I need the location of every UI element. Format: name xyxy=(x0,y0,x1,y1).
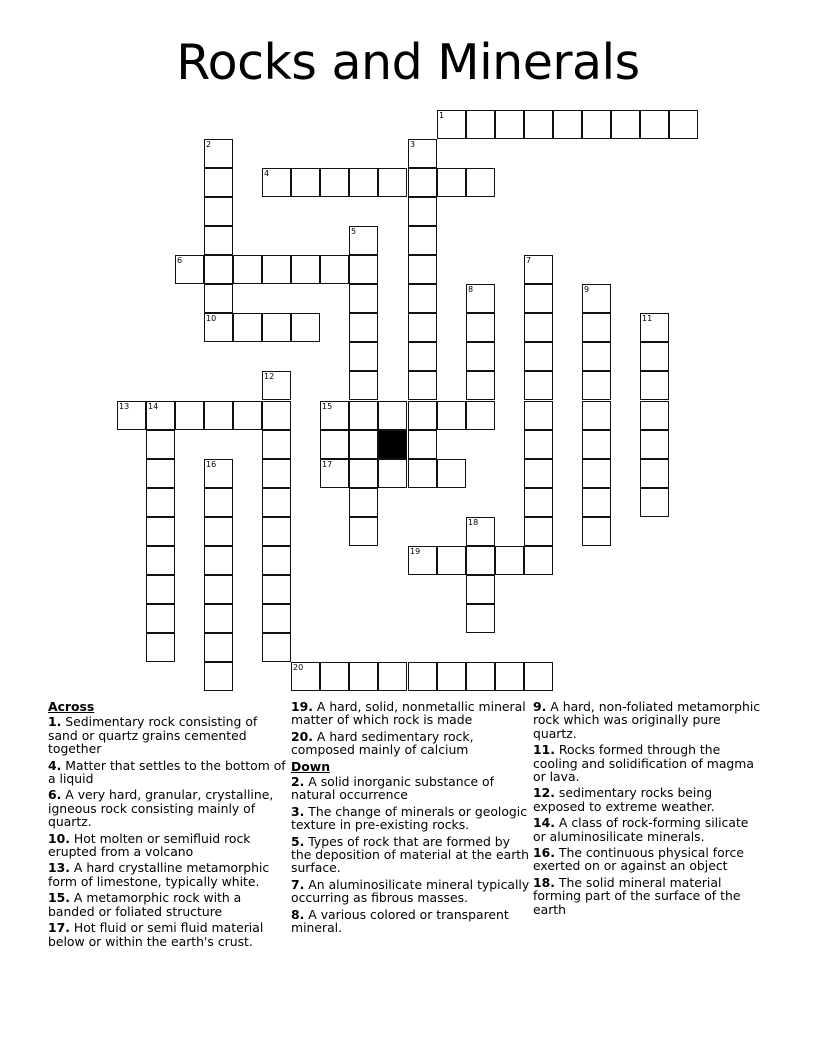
crossword-cell[interactable] xyxy=(291,662,320,691)
crossword-cell[interactable] xyxy=(204,284,233,313)
crossword-cell[interactable] xyxy=(233,313,262,342)
clue-across-19: 19. A hard, solid, nonmetallic mineral matter of which rock is made xyxy=(291,699,526,728)
crossword-cell[interactable] xyxy=(262,168,291,197)
crossword-cell[interactable] xyxy=(262,546,291,575)
clue-number: 17 xyxy=(322,460,333,469)
crossword-cell[interactable] xyxy=(524,401,553,430)
crossword-cell[interactable] xyxy=(640,313,669,342)
crossword-cell[interactable] xyxy=(437,168,466,197)
crossword-cell[interactable] xyxy=(437,110,466,139)
clue-number: 20 xyxy=(293,663,304,672)
clue-down-9: 9. A hard, non-foliated metamorphic rock which was originally pure quartz. xyxy=(533,699,761,741)
crossword-cell[interactable] xyxy=(582,430,611,459)
clue-number: 3 xyxy=(410,140,416,149)
crossword-cell[interactable] xyxy=(408,430,437,459)
crossword-cell[interactable] xyxy=(204,459,233,488)
crossword-cell[interactable] xyxy=(553,110,582,139)
crossword-cell[interactable] xyxy=(291,255,320,284)
crossword-cell[interactable] xyxy=(466,604,495,633)
crossword-cell[interactable] xyxy=(262,371,291,400)
crossword-cell[interactable] xyxy=(495,662,524,691)
crossword-cell[interactable] xyxy=(582,371,611,400)
crossword-cell[interactable] xyxy=(349,168,378,197)
crossword-cell[interactable] xyxy=(146,575,175,604)
crossword-cell[interactable] xyxy=(669,110,698,139)
crossword-cell[interactable] xyxy=(320,168,349,197)
crossword-cell[interactable] xyxy=(408,255,437,284)
crossword-cell[interactable] xyxy=(640,430,669,459)
crossword-cell[interactable] xyxy=(640,342,669,371)
crossword-cell[interactable] xyxy=(349,342,378,371)
clue-across-17: 17. Hot fluid or semi fluid material below or within the earth's crust. xyxy=(48,920,264,949)
crossword-cell[interactable] xyxy=(524,488,553,517)
crossword-cell[interactable] xyxy=(146,604,175,633)
crossword-cell[interactable] xyxy=(204,255,233,284)
crossword-cell[interactable] xyxy=(262,255,291,284)
crossword-cell[interactable] xyxy=(146,401,175,430)
crossword-cell[interactable] xyxy=(262,575,291,604)
clues-column-3 xyxy=(533,700,765,919)
crossword-cell[interactable] xyxy=(378,168,407,197)
clue-number: 18 xyxy=(468,518,479,527)
clue-number: 2 xyxy=(206,140,212,149)
crossword-cell[interactable] xyxy=(582,110,611,139)
crossword-cell[interactable] xyxy=(204,197,233,226)
crossword-cell[interactable] xyxy=(204,313,233,342)
crossword-cell[interactable] xyxy=(262,313,291,342)
crossword-cell[interactable] xyxy=(349,226,378,255)
crossword-cell[interactable] xyxy=(466,284,495,313)
clue-down-8: 8. A various colored or transparent mineral. xyxy=(291,906,509,936)
clue-down-5: 5. Types of rock that are formed by the deposition of material at the earth surface. xyxy=(291,833,529,876)
crossword-cell[interactable] xyxy=(437,662,466,691)
crossword-cell[interactable] xyxy=(204,575,233,604)
crossword-cell[interactable] xyxy=(204,546,233,575)
clue-number: 12 xyxy=(264,372,275,381)
crossword-cell[interactable] xyxy=(640,371,669,400)
clue-down-3: 3. The change of minerals or geologic texture in pre-existing rocks. xyxy=(291,803,528,833)
crossword-cell[interactable] xyxy=(262,459,291,488)
crossword-cell[interactable] xyxy=(349,313,378,342)
crossword-cell[interactable] xyxy=(640,401,669,430)
clue-down-14: 14. A class of rock-forming silicate or aluminosilicate minerals. xyxy=(533,815,749,844)
clue-number: 16 xyxy=(206,460,217,469)
clue-down-11: 11. Rocks formed through the cooling and solidification of magma or lava. xyxy=(533,742,754,785)
crossword-cell[interactable] xyxy=(524,110,553,139)
crossword-cell[interactable] xyxy=(524,284,553,313)
crossword-cell[interactable] xyxy=(175,255,204,284)
crossword-cell[interactable] xyxy=(262,430,291,459)
crossword-cell[interactable] xyxy=(204,604,233,633)
crossword-cell[interactable] xyxy=(378,662,407,691)
crossword-cell[interactable] xyxy=(582,488,611,517)
crossword-cell[interactable] xyxy=(233,401,262,430)
crossword-cell[interactable] xyxy=(204,633,233,662)
crossword-cell[interactable] xyxy=(495,110,524,139)
crossword-cell[interactable] xyxy=(466,168,495,197)
crossword-cell[interactable] xyxy=(437,546,466,575)
clue-number: 4 xyxy=(264,169,270,178)
crossword-cell[interactable] xyxy=(262,488,291,517)
crossword-cell[interactable] xyxy=(408,197,437,226)
clue-number: 19 xyxy=(410,547,421,556)
clue-number: 1 xyxy=(439,111,445,120)
crossword-cell[interactable] xyxy=(320,401,349,430)
crossword-cell[interactable] xyxy=(466,342,495,371)
crossword-cell[interactable] xyxy=(466,313,495,342)
clue-down-7: 7. An aluminosilicate mineral typically occurring as fibrous masses. xyxy=(291,876,530,906)
crossword-cell[interactable] xyxy=(408,546,437,575)
clue-across-4: 4. Matter that settles to the bottom of a liquid xyxy=(48,757,286,787)
crossword-cell[interactable] xyxy=(466,546,495,575)
clue-number: 9 xyxy=(584,285,590,294)
crossword-cell[interactable] xyxy=(408,139,437,168)
crossword-cell[interactable] xyxy=(175,401,204,430)
black-cell xyxy=(378,430,407,459)
crossword-cell[interactable] xyxy=(640,459,669,488)
crossword-cell[interactable] xyxy=(524,662,553,691)
crossword-cell[interactable] xyxy=(524,313,553,342)
crossword-cell[interactable] xyxy=(146,633,175,662)
crossword-cell[interactable] xyxy=(204,226,233,255)
crossword-cell[interactable] xyxy=(582,401,611,430)
crossword-cell[interactable] xyxy=(146,546,175,575)
crossword-cell[interactable] xyxy=(408,168,437,197)
crossword-cell[interactable] xyxy=(146,517,175,546)
clue-number: 8 xyxy=(468,285,474,294)
crossword-cell[interactable] xyxy=(466,371,495,400)
crossword-cell[interactable] xyxy=(262,604,291,633)
crossword-cell[interactable] xyxy=(408,401,437,430)
crossword-cell[interactable] xyxy=(437,401,466,430)
crossword-cell[interactable] xyxy=(378,459,407,488)
crossword-cell[interactable] xyxy=(262,517,291,546)
crossword-cell[interactable] xyxy=(466,662,495,691)
crossword-cell[interactable] xyxy=(582,459,611,488)
crossword-cell[interactable] xyxy=(408,313,437,342)
clue-number: 15 xyxy=(322,402,333,411)
crossword-cell[interactable] xyxy=(204,401,233,430)
crossword-cell[interactable] xyxy=(408,342,437,371)
clue-number: 14 xyxy=(148,402,159,411)
page-title: Rocks and Minerals xyxy=(176,34,640,91)
crossword-cell[interactable] xyxy=(117,401,146,430)
crossword-cell[interactable] xyxy=(524,430,553,459)
crossword-cell[interactable] xyxy=(349,401,378,430)
crossword-cell[interactable] xyxy=(320,662,349,691)
crossword-cell[interactable] xyxy=(408,662,437,691)
clue-across-13: 13. A hard crystalline metamorphic form of limestone, typically white. xyxy=(48,860,270,889)
clue-number: 11 xyxy=(642,314,653,323)
crossword-cell[interactable] xyxy=(233,255,262,284)
crossword-cell[interactable] xyxy=(524,459,553,488)
crossword-cell[interactable] xyxy=(466,517,495,546)
clue-down-16: 16. The continuous physical force exerted on or against an object xyxy=(533,845,744,874)
crossword-cell[interactable] xyxy=(640,110,669,139)
crossword-cell[interactable] xyxy=(291,313,320,342)
crossword-cell[interactable] xyxy=(204,139,233,168)
crossword-cell[interactable] xyxy=(349,284,378,313)
clue-across-6: 6. A very hard, granular, crystalline, igneous rock consisting mainly of quartz. xyxy=(48,787,274,830)
crossword-cell[interactable] xyxy=(408,226,437,255)
crossword-cell[interactable] xyxy=(466,575,495,604)
crossword-cell[interactable] xyxy=(437,459,466,488)
clue-number: 10 xyxy=(206,314,217,323)
crossword-cell[interactable] xyxy=(408,284,437,313)
crossword-cell[interactable] xyxy=(466,401,495,430)
crossword-cell[interactable] xyxy=(408,371,437,400)
crossword-cell[interactable] xyxy=(320,255,349,284)
crossword-cell[interactable] xyxy=(349,430,378,459)
clue-across-15: 15. A metamorphic rock with a banded or foliated structure xyxy=(48,890,242,919)
crossword-cell[interactable] xyxy=(204,662,233,691)
crossword-cell[interactable] xyxy=(524,255,553,284)
crossword-cell[interactable] xyxy=(146,488,175,517)
crossword-cell[interactable] xyxy=(524,342,553,371)
crossword-cell[interactable] xyxy=(146,459,175,488)
clue-down-2: 2. A solid inorganic substance of natural occurrence xyxy=(291,774,494,803)
crossword-cell[interactable] xyxy=(408,459,437,488)
crossword-cell[interactable] xyxy=(524,517,553,546)
crossword-cell[interactable] xyxy=(582,517,611,546)
across-heading: Across xyxy=(48,699,95,714)
crossword-cell[interactable] xyxy=(204,168,233,197)
crossword-cell[interactable] xyxy=(262,401,291,430)
clues-column-1 xyxy=(48,700,288,951)
crossword-cell[interactable] xyxy=(349,662,378,691)
clue-number: 5 xyxy=(351,227,357,236)
down-heading: Down xyxy=(291,758,331,774)
crossword-cell[interactable] xyxy=(495,546,524,575)
crossword-cell[interactable] xyxy=(582,342,611,371)
crossword-cell[interactable] xyxy=(349,371,378,400)
clue-down-12: 12. sedimentary rocks being exposed to extreme weather. xyxy=(533,785,715,814)
crossword-cell[interactable] xyxy=(204,517,233,546)
crossword-cell[interactable] xyxy=(582,284,611,313)
crossword-cell[interactable] xyxy=(378,401,407,430)
crossword-cell[interactable] xyxy=(582,313,611,342)
clue-down-18: 18. The solid mineral material forming part of the surface of the earth xyxy=(533,874,741,917)
crossword-cell[interactable] xyxy=(291,168,320,197)
crossword-cell[interactable] xyxy=(146,430,175,459)
clue-number: 6 xyxy=(177,256,183,265)
crossword-cell[interactable] xyxy=(524,371,553,400)
crossword-cell[interactable] xyxy=(524,546,553,575)
crossword-cell[interactable] xyxy=(320,430,349,459)
crossword-cell[interactable] xyxy=(349,517,378,546)
crossword-cell[interactable] xyxy=(611,110,640,139)
crossword-cell[interactable] xyxy=(349,488,378,517)
crossword-cell[interactable] xyxy=(262,633,291,662)
clues-column-2 xyxy=(291,700,531,938)
crossword-cell[interactable] xyxy=(204,488,233,517)
clue-across-10: 10. Hot molten or semifluid rock erupted from a volcano xyxy=(48,830,251,860)
clue-across-20: 20. A hard sedimentary rock, composed mainly of calcium xyxy=(291,728,474,758)
clue-number: 13 xyxy=(119,402,130,411)
crossword-cell[interactable] xyxy=(640,488,669,517)
crossword-cell[interactable] xyxy=(349,255,378,284)
clue-number: 7 xyxy=(526,256,532,265)
clue-across-1: 1. Sedimentary rock consisting of sand or quartz grains cemented together xyxy=(48,714,258,757)
crossword-cell[interactable] xyxy=(349,459,378,488)
crossword-cell[interactable] xyxy=(320,459,349,488)
crossword-cell[interactable] xyxy=(466,110,495,139)
